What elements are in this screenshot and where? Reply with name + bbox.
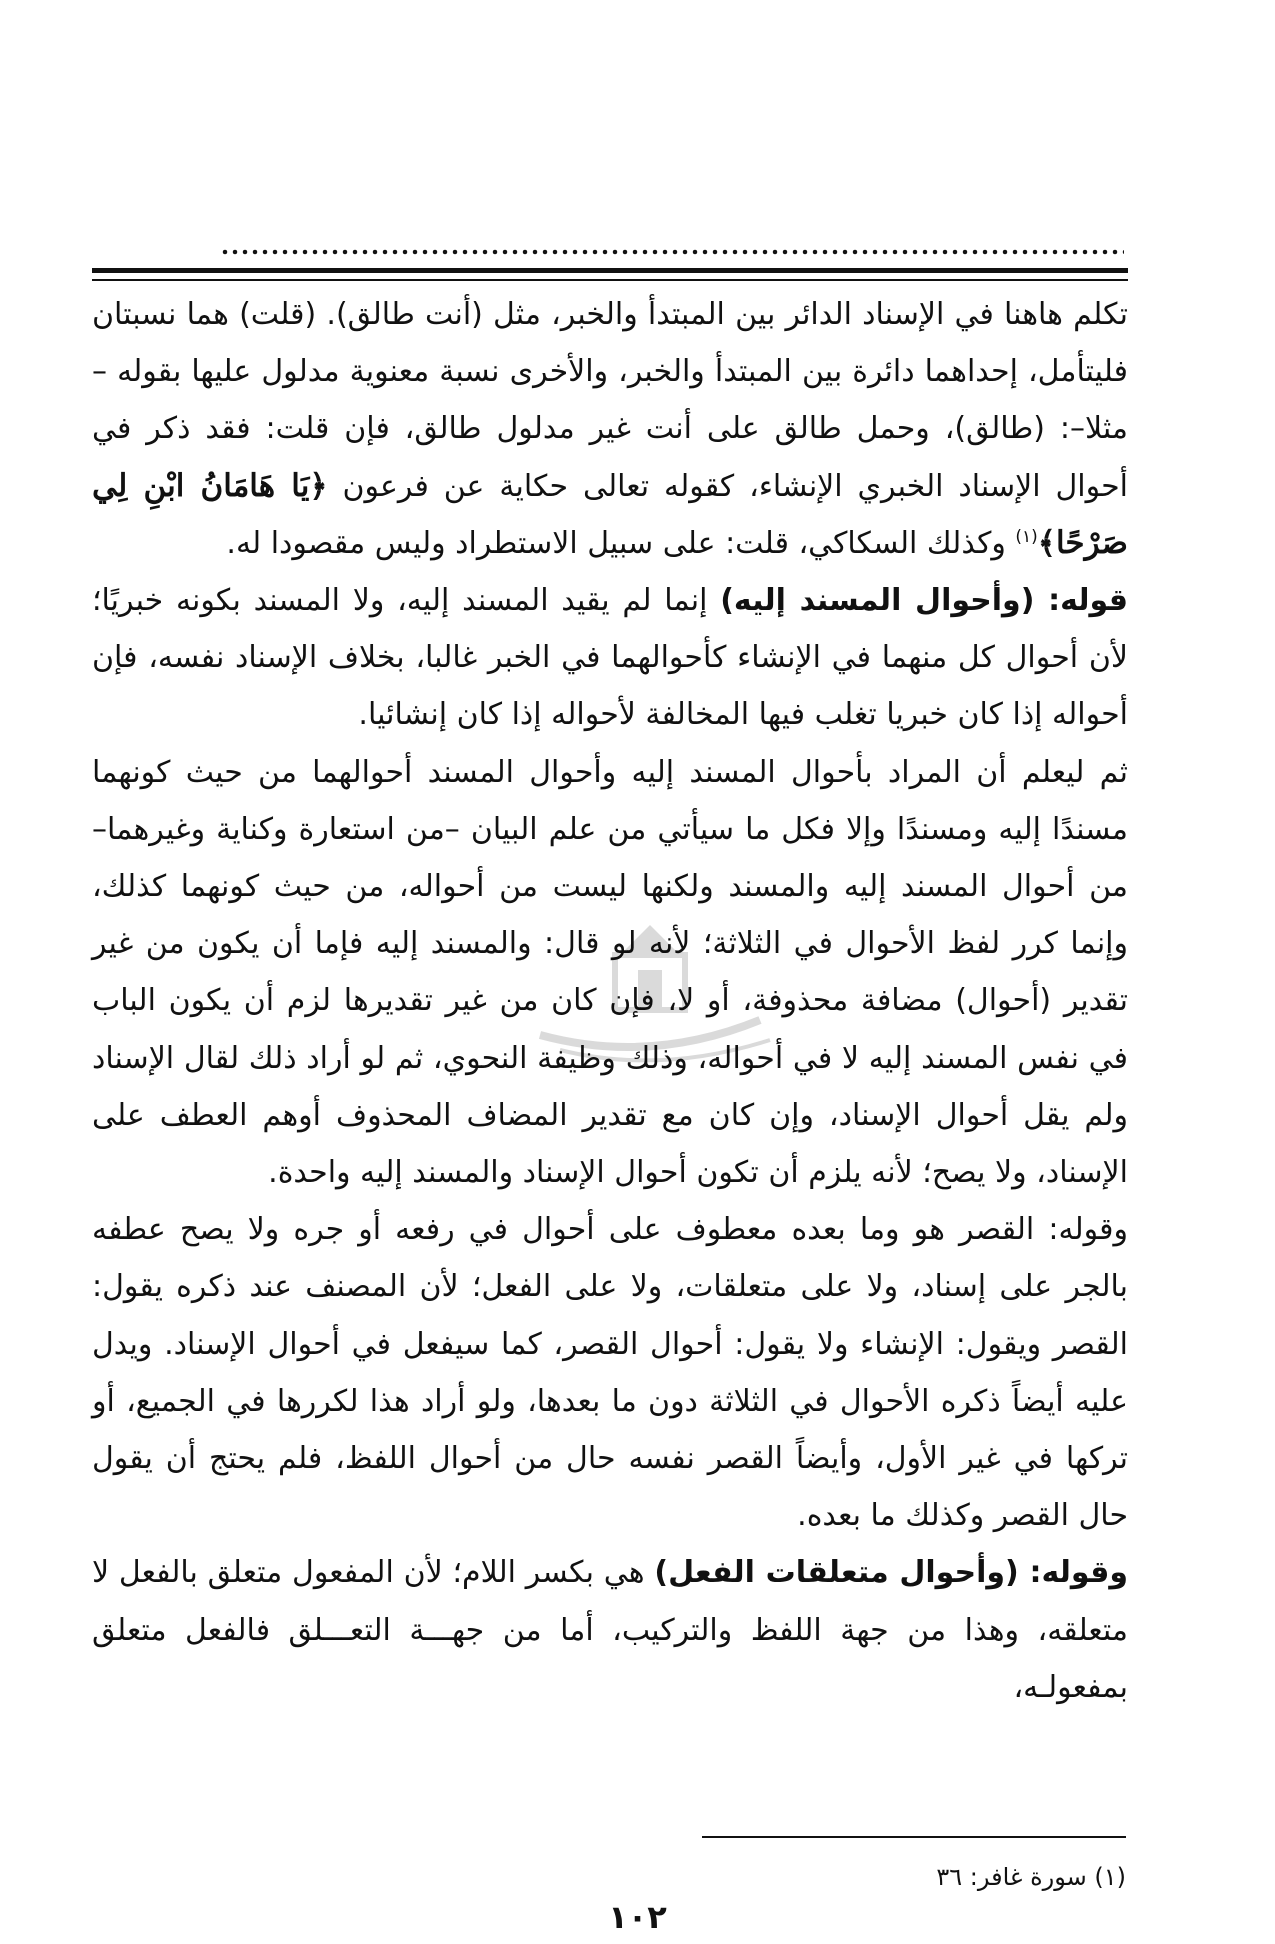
- paragraph-5-text: هي بكسر اللام؛ لأن المفعول متعلق بالفعل لا متعلقه، وهذا من جهة اللفظ والتركيب، أما من جهـــة التعـــلق فالفعل متعلق بمفعولـه،: [92, 1555, 1128, 1705]
- paragraph-4-text: وقوله: القصر هو وما بعده معطوف على أحوال في رفعه أو جره ولا يصح عطفه بالجر على إسناد، ولا على متعلقات، ولا على الفعل؛ لأن المصنف عند ذكره يقول: القصر ويقول: الإنشاء ولا يقول: أحوال القصر، كما سيفعل في أحوال الإسناد. ويدل عليه أيضاً ذكره الأحوال في الثلاثة دون ما بعدها، ولو أراد هذا لكررها في الجميع، أو تركها في غير الأول، وأيضاً القصر نفسه حال من أحوال اللفظ، فلم يحتج أن يقول حال القصر وكذلك ما بعده.: [92, 1212, 1128, 1534]
- paragraph-2-label: قوله: (وأحوال المسند إليه): [720, 583, 1129, 619]
- header-dotted-ornament: [220, 246, 1124, 258]
- paragraph-1-end: وكذلك السكاكي، قلت: على سبيل الاستطراد وليس مقصودا له.: [226, 525, 1016, 561]
- footnote-reference: (١): [1015, 526, 1038, 547]
- paragraph-2-text: إنما لم يقيد المسند إليه، ولا المسند بكونه خبريًا؛ لأن أحوال كل منهما في الإنشاء كأحوالهما في الخبر غالبا، بخلاف الإسناد نفسه، فإن أحواله إذا كان خبريا تغلب فيها المخالفة لأحواله إذا كان إنشائيا.: [92, 583, 1128, 733]
- header-rule-thick: [92, 268, 1128, 273]
- paragraph-5-label: وقوله: (وأحوال متعلقات الفعل): [654, 1555, 1128, 1591]
- paragraph-3-text: ثم ليعلم أن المراد بأحوال المسند إليه وأحوال المسند أحوالهما من حيث كونهما مسندًا إليه ومسندًا وإلا فكل ما سيأتي من علم البيان –من استعارة وكناية وغيرهما– من أحوال المسند إليه والمسند ولكنها ليست من أحواله، من حيث كونهما كذلك، وإنما كرر لفظ الأحوال في الثلاثة؛ لأنه لو قال: والمسند إليه فإما أن يكون من غير تقدير (أحوال) مضافة محذوفة، أو لا، فإن كان من غير تقديرها لزم أن يكون الباب في نفس المسند إليه لا في أحواله، وذلك وظيفة النحوي، ثم لو أراد ذلك لقال الإسناد ولم يقل أحوال الإسناد، وإن كان مع تقدير المضاف المحذوف أوهم العطف على الإسناد، ولا يصح؛ لأنه يلزم أن تكون أحوال الإسناد والمسند إليه واحدة.: [92, 754, 1128, 1191]
- quran-verse: ﴿يَا هَامَانُ ابْنِ لِي صَرْحًا﴾: [92, 467, 1128, 561]
- paragraph-3: [92, 744, 1128, 1202]
- header-rule-thin: [92, 279, 1128, 281]
- paragraph-2: [92, 572, 1128, 744]
- paragraph-1-text: تكلم هاهنا في الإسناد الدائر بين المبتدأ والخبر، مثل (أنت طالق). (قلت) هما نسبتان فليتأمل، إحداهما دائرة بين المبتدأ والخبر، والأخرى نسبة معنوية مدلول عليها بقوله –مثلا–: (طالق)، وحمل طالق على أنت غير مدلول طالق، فإن قلت: فقد ذكر في أحوال الإسناد الخبري الإنشاء، كقوله تعالى حكاية عن فرعون: [92, 297, 1128, 504]
- page-number: ١٠٢: [608, 1898, 667, 1936]
- footnote-separator: [702, 1836, 1126, 1838]
- paragraph-4: [92, 1201, 1128, 1544]
- paragraph-5: [92, 1544, 1128, 1716]
- paragraph-1: [92, 286, 1128, 572]
- main-text: [92, 286, 1128, 1716]
- footnote: (١) سورة غافر: ٣٦: [936, 1863, 1126, 1891]
